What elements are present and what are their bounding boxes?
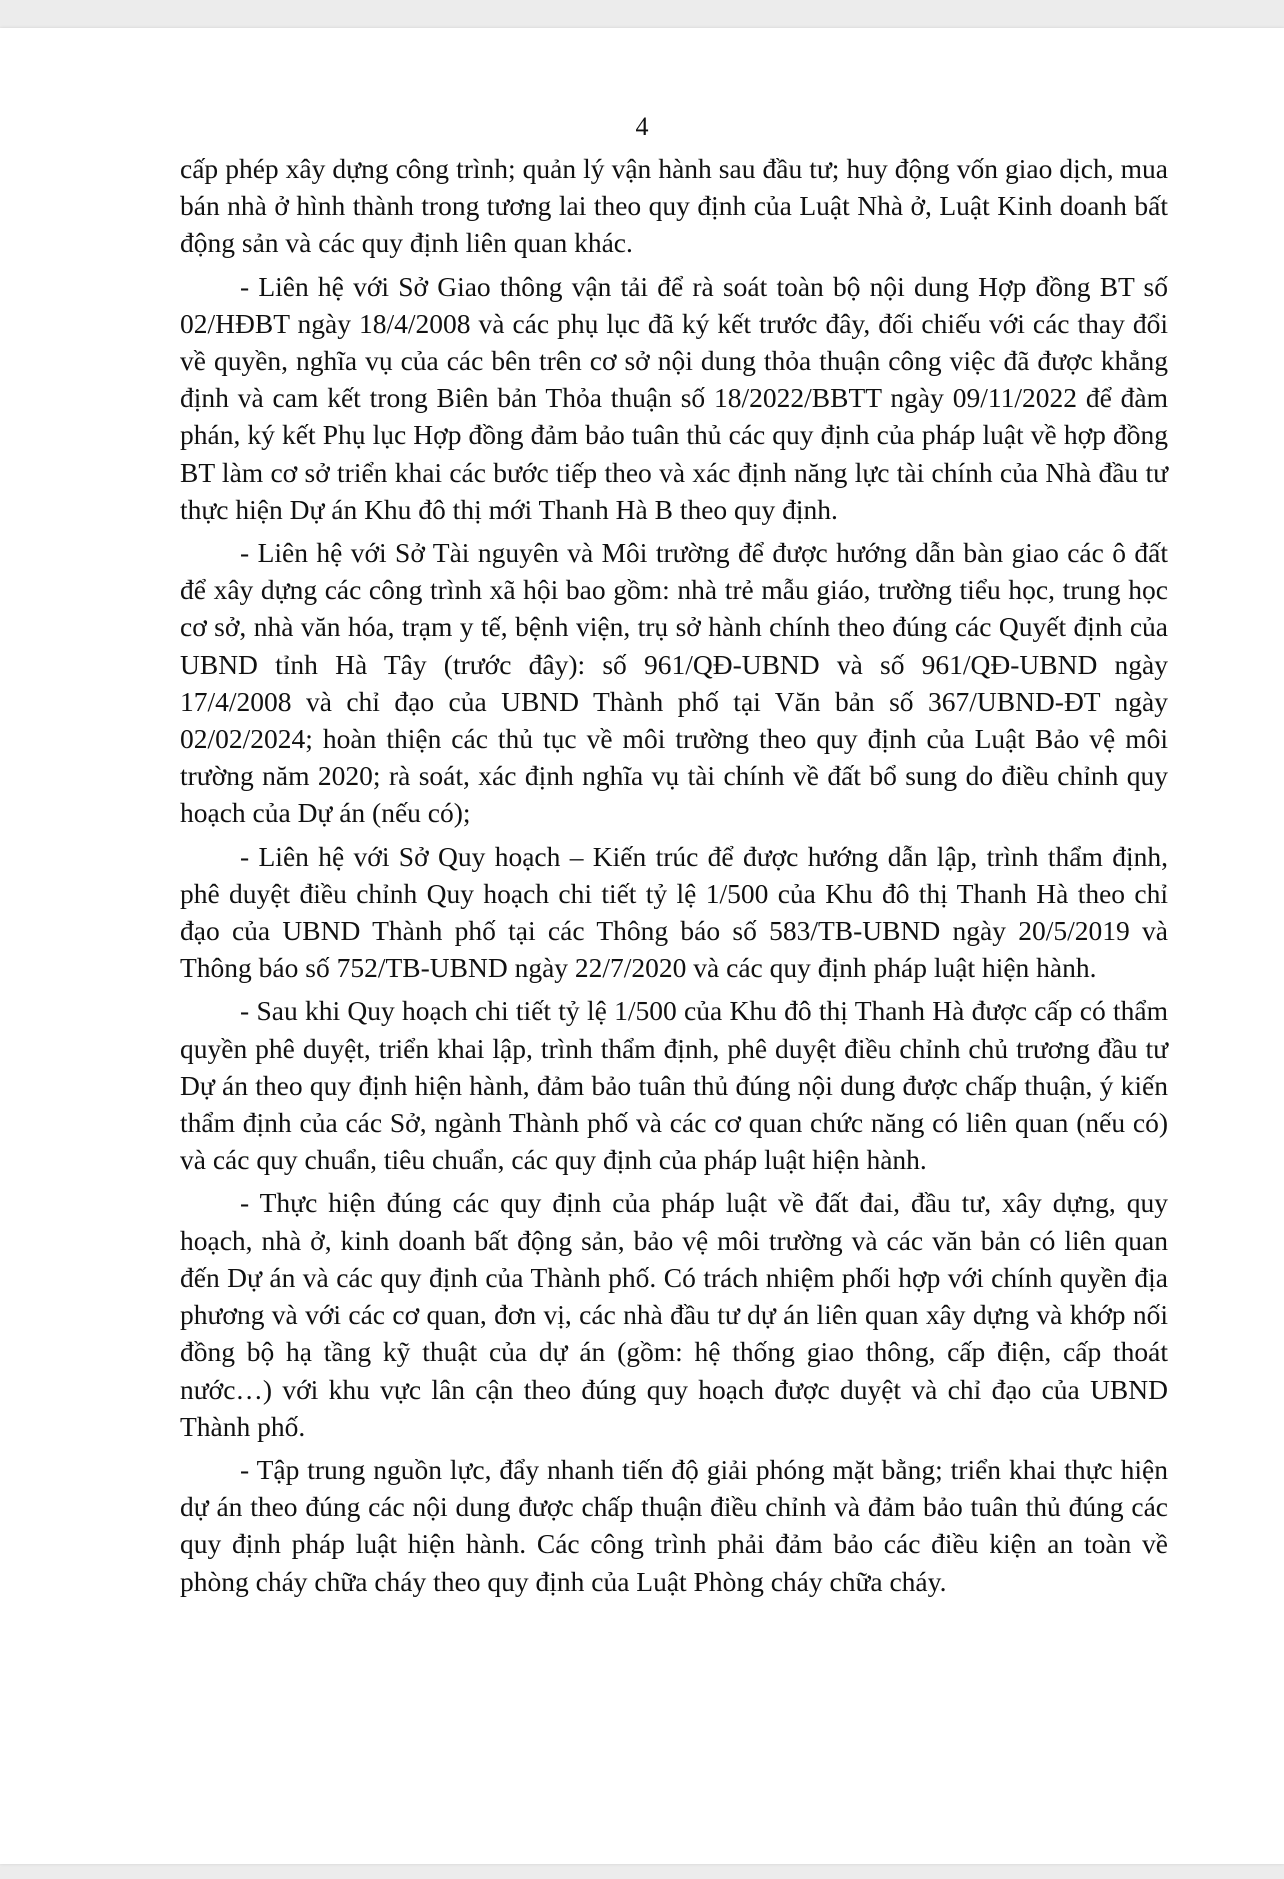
paragraph-compliance-regulations: - Thực hiện đúng các quy định của pháp luật về đất đai, đầu tư, xây dựng, quy hoạch, nhà ở, kinh doanh bất động sản, bảo vệ môi trường và các văn bản có liên quan đến Dự án và các quy định của Thành phố. Có trách nhiệm phối hợp với chính quyền địa phương và với các cơ quan, đơn vị, các nhà đầu tư dự án liên quan xây dựng và khớp nối đồng bộ hạ tầng kỹ thuật của dự án (gồm: hệ thống giao thông, cấp điện, cấp thoát nước…) với khu vực lân cận theo đúng quy hoạch được duyệt và chỉ đạo của UBND Thành phố.: [180, 1187, 1168, 1442]
page-number: 4: [635, 112, 649, 141]
paragraph-planning-architecture-department: - Liên hệ với Sở Quy hoạch – Kiến trúc để được hướng dẫn lập, trình thẩm định, phê duyệt điều chỉnh Quy hoạch chi tiết tỷ lệ 1/500 của Khu đô thị Thanh Hà theo chỉ đạo của UBND Thành phố tại các Thông báo số 583/TB-UBND ngày 20/5/2019 và Thông báo số 752/TB-UBND ngày 22/7/2020 và các quy định pháp luật hiện hành.: [180, 840, 1168, 984]
paragraph-site-clearance: - Tập trung nguồn lực, đẩy nhanh tiến độ giải phóng mặt bằng; triển khai thực hiện dự án theo đúng các nội dung được chấp thuận điều chỉnh và đảm bảo tuân thủ đúng các quy định pháp luật hiện hành. Các công trình phải đảm bảo các điều kiện an toàn về phòng cháy chữa cháy theo quy định của Luật Phòng cháy chữa cháy.: [180, 1453, 1168, 1597]
paragraph-transport-department: - Liên hệ với Sở Giao thông vận tải để rà soát toàn bộ nội dung Hợp đồng BT số 02/HĐBT ngày 18/4/2008 và các phụ lục đã ký kết trước đây, đối chiếu với các thay đổi về quyền, nghĩa vụ của các bên trên cơ sở nội dung thỏa thuận công việc đã được khẳng định và cam kết trong Biên bản Thỏa thuận số 18/2022/BBTT ngày 09/11/2022 để đàm phán, ký kết Phụ lục Hợp đồng đảm bảo tuân thủ các quy định của pháp luật về hợp đồng BT làm cơ sở triển khai các bước tiếp theo và xác định năng lực tài chính của Nhà đầu tư thực hiện Dự án Khu đô thị mới Thanh Hà B theo quy định.: [180, 270, 1168, 525]
paragraph-continuation: cấp phép xây dựng công trình; quản lý vận hành sau đầu tư; huy động vốn giao dịch, mua bán nhà ở hình thành trong tương lai theo quy định của Luật Nhà ở, Luật Kinh doanh bất động sản và các quy định liên quan khác.: [180, 153, 1168, 259]
paragraph-investment-policy-adjustment: - Sau khi Quy hoạch chi tiết tỷ lệ 1/500 của Khu đô thị Thanh Hà được cấp có thẩm quyền phê duyệt, triển khai lập, trình thẩm định, phê duyệt điều chỉnh chủ trương đầu tư Dự án theo quy định hiện hành, đảm bảo tuân thủ đúng nội dung được chấp thuận, ý kiến thẩm định của các Sở, ngành Thành phố và các cơ quan chức năng có liên quan (nếu có) và các quy chuẩn, tiêu chuẩn, các quy định của pháp luật hiện hành.: [180, 995, 1168, 1176]
document-page: [0, 28, 1284, 1864]
paragraph-natural-resources-department: - Liên hệ với Sở Tài nguyên và Môi trường để được hướng dẫn bàn giao các ô đất để xây dựng các công trình xã hội bao gồm: nhà trẻ mẫu giáo, trường tiểu học, trung học cơ sở, nhà văn hóa, trạm y tế, bệnh viện, trụ sở hành chính theo đúng các Quyết định của UBND tỉnh Hà Tây (trước đây): số 961/QĐ-UBND và số 961/QĐ-UBND ngày 17/4/2008 và chỉ đạo của UBND Thành phố tại Văn bản số 367/UBND-ĐT ngày 02/02/2024; hoàn thiện các thủ tục về môi trường theo quy định của Luật Bảo vệ môi trường năm 2020; rà soát, xác định nghĩa vụ tài chính về đất bổ sung do điều chỉnh quy hoạch của Dự án (nếu có);: [180, 537, 1168, 829]
document-body: [180, 150, 1168, 1606]
